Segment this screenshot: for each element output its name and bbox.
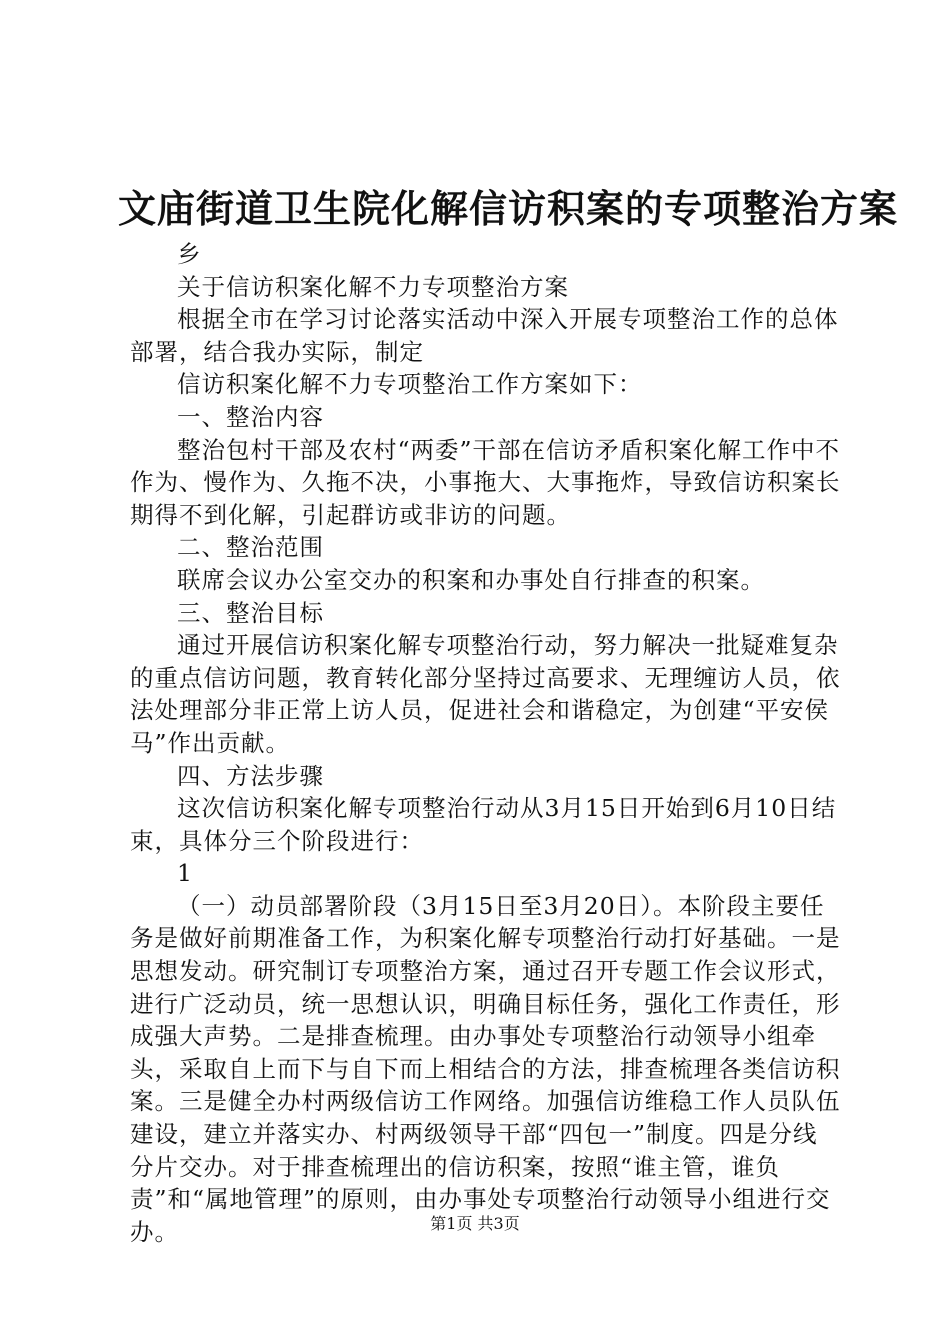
paragraph: 根据全市在学习讨论落实活动中深入开展专项整治工作的总体部署，结合我办实际，制定 [130,305,839,366]
document-title: 文庙街道卫生院化解信访积案的专项整治方案 [118,186,899,231]
section-heading: 一、整治内容 [177,402,324,431]
paragraph: 整治包村干部及农村“两委”干部在信访矛盾积案化解工作中不作为、慢作为、久拖不决，小事拖大、大事拖炸，导致信访积案长期得不到化解，引起群访或非访的问题。 [130,435,841,529]
paragraph: 这次信访积案化解专项整治行动从3月15日开始到6月10日结束，具体分三个阶段进行： [130,794,837,855]
document-body [130,238,842,1248]
paragraph: 信访积案化解不力专项整治工作方案如下： [177,370,643,399]
page-number-footer: 第1页 共3页 [430,1214,520,1233]
paragraph: 乡 [177,240,202,268]
paragraph: 1 [177,859,193,888]
section-heading: 二、整治范围 [177,533,324,562]
paragraph: 关于信访积案化解不力专项整治方案 [177,272,569,301]
section-heading: 四、方法步骤 [177,761,324,790]
section-heading: 三、整治目标 [177,598,324,627]
paragraph: 通过开展信访积案化解专项整治行动，努力解决一批疑难复杂的重点信访问题，教育转化部分坚持过高要求、无理缠访人员，依法处理部分非正常上访人员，促进社会和谐稳定，为创建“平安侯马”作出贡献。 [130,631,841,757]
paragraph: （一）动员部署阶段（3月15日至3月20日）。本阶段主要任务是做好前期准备工作，为积案化解专项整治行动打好基础。一是思想发动。研究制订专项整治方案，通过召开专题工作会议形式，进行广泛动员，统一思想认识，明确目标任务，强化工作责任，形成强大声势。二是排查梳理。由办事处专项整治行动领导小组牵头，采取自上而下与自下而上相结合的方法，排查梳理各类信访积案。三是健全办村两级信访工作网络。加强信访维稳工作人员队伍建设，建立并落实办、村两级领导干部“四包一”制度。四是分线分片交办。对于排查梳理出的信访积案，按照“谁主管，谁负责”和“属地管理”的原则，由办事处专项整治行动领导小组进行交办。 [130,891,841,1246]
paragraph: 联席会议办公室交办的积案和办事处自行排查的积案。 [177,565,765,594]
